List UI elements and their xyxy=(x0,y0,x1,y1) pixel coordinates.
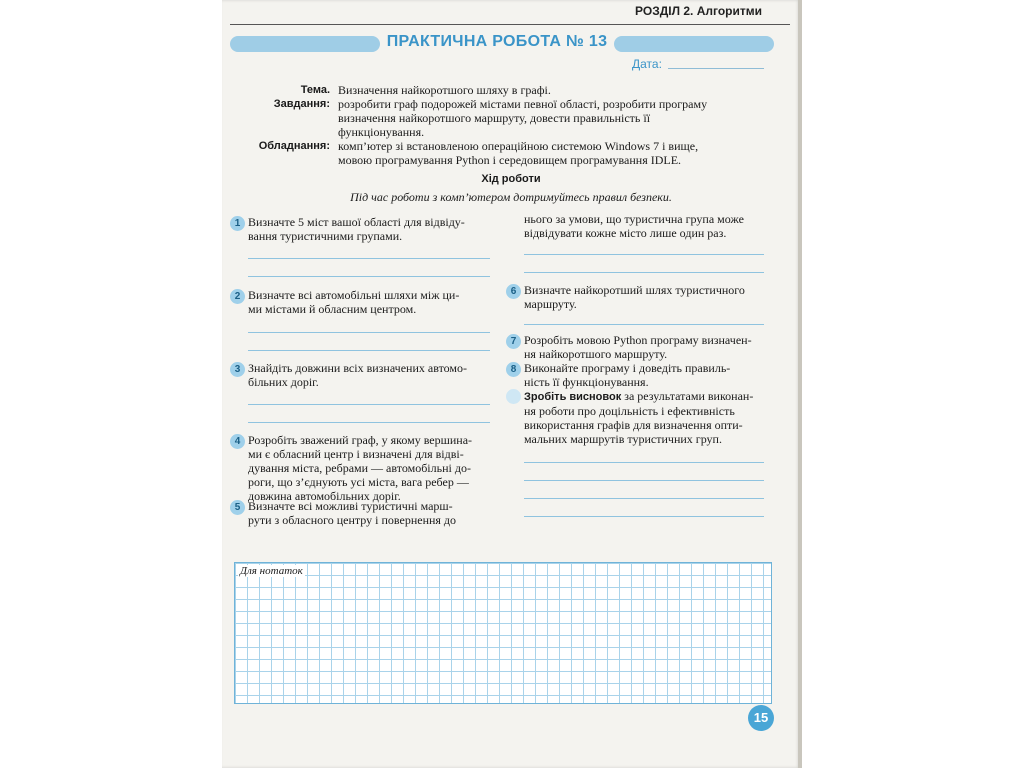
step-number-6: 6 xyxy=(506,284,521,299)
step-8-text: Виконайте програму і доведіть правиль- ність її функціонування. xyxy=(524,361,731,389)
step-number-1: 1 xyxy=(230,216,245,231)
conclusion-text: Зробіть висновок за результатами виконан- ня роботи про доцільність і ефективність використання графів для визначення опти- мальних маршрутів туристичних груп. xyxy=(524,389,754,446)
step-1-text: Визначте 5 міст вашої області для відвіду- вання туристичними групами. xyxy=(248,215,465,243)
answer-line[interactable] xyxy=(524,272,764,273)
work-heading: Хід роботи xyxy=(481,173,541,185)
workbook-page xyxy=(222,0,800,768)
answer-line[interactable] xyxy=(248,404,490,405)
answer-line[interactable] xyxy=(248,276,490,277)
step-2-text: Визначте всі автомобільні шляхи між ци- ми містами й обласним центром. xyxy=(248,288,460,316)
answer-line[interactable] xyxy=(524,516,764,517)
answer-line[interactable] xyxy=(524,498,764,499)
answer-line[interactable] xyxy=(248,422,490,423)
equipment-text: комп’ютер зі встановленою операційною системою Windows 7 і вище, мовою програмування Python і середовищем програмування IDLE. xyxy=(338,139,699,167)
step-number-5: 5 xyxy=(230,500,245,515)
step-5-continued: нього за умови, що туристична група може відвідувати кожне місто лише один раз. xyxy=(524,212,744,240)
safety-note: Під час роботи з комп’ютером дотримуйтесь правил безпеки. xyxy=(350,190,672,204)
answer-line[interactable] xyxy=(524,254,764,255)
step-6-text: Визначте найкоротший шлях туристичного маршруту. xyxy=(524,283,745,311)
answer-line[interactable] xyxy=(248,350,490,351)
step-7-text: Розробіть мовою Python програму визначен- ня найкоротшого маршруту. xyxy=(524,333,752,361)
section-header: РОЗДІЛ 2. Алгоритми xyxy=(635,4,762,18)
step-3-text: Знайдіть довжини всіх визначених автомо- більних доріг. xyxy=(248,361,468,389)
page-edge xyxy=(798,0,802,768)
date-field[interactable] xyxy=(668,68,764,69)
answer-line[interactable] xyxy=(248,258,490,259)
date-label: Дата: xyxy=(632,57,662,71)
answer-line[interactable] xyxy=(524,480,764,481)
step-number-8: 8 xyxy=(506,362,521,377)
answer-line[interactable] xyxy=(248,332,490,333)
step-number-3: 3 xyxy=(230,362,245,377)
title-bar-left xyxy=(230,36,380,52)
notes-title: Для нотаток xyxy=(240,565,303,577)
step-number-2: 2 xyxy=(230,289,245,304)
equipment-label: Обладнання: xyxy=(258,140,330,152)
answer-line[interactable] xyxy=(524,462,764,463)
step-number-7: 7 xyxy=(506,334,521,349)
step-4-text: Розробіть зважений граф, у якому вершина- ми є обласний центр і визначені для відві- дування міста, ребрами — автомобільні до- роги, що з’єднують усі міста, вага ребер — довжина автомобільних доріг. xyxy=(248,433,473,503)
tasks-label: Завдання: xyxy=(273,98,330,110)
step-5-text: Визначте всі можливі туристичні марш- рути з обласного центру і повернення до xyxy=(248,499,457,527)
header-rule xyxy=(230,24,790,25)
page-title: ПРАКТИЧНА РОБОТА № 13 xyxy=(386,33,608,50)
topic-text: Визначення найкоротшого шляху в графі. xyxy=(338,83,551,97)
topic-label: Тема. xyxy=(300,84,330,96)
page-number: 15 xyxy=(748,705,774,731)
conclusion-marker xyxy=(506,389,521,404)
step-number-4: 4 xyxy=(230,434,245,449)
tasks-text: розробити граф подорожей містами певної області, розробити програму визначення найкоротшого маршруту, довести правильність її функціонування. xyxy=(338,97,708,139)
answer-line[interactable] xyxy=(524,324,764,325)
notes-grid[interactable] xyxy=(234,562,772,704)
title-bar-right xyxy=(614,36,774,52)
